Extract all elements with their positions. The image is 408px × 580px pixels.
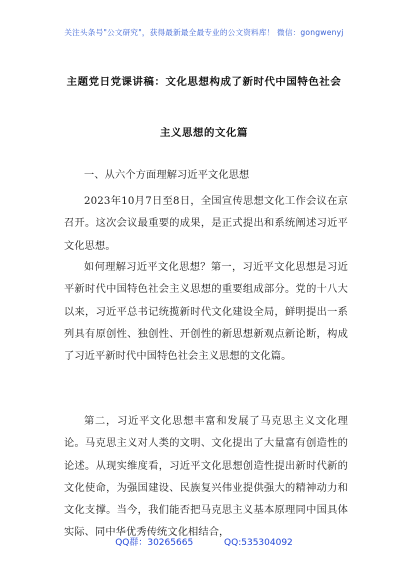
footer-contact	[0, 535, 408, 548]
document-title-line-1: 主题党日党课讲稿：文化思想构成了新时代中国特色社会	[66, 76, 342, 88]
section-heading: 一、从六个方面理解习近平文化思想	[84, 170, 250, 181]
paragraph-2: 如何理解习近平文化思想？第一，习近平文化思想是习近平新时代中国特色社会主义思想的重要组成部分。党的十八大以来，习近平总书记统揽新时代文化建设全局，鲜明提出一系列具有原创性、独创性、开创性的新思想新观点新论断，构成了习近平新时代中国特色社会主义思想的文化篇。	[64, 262, 348, 363]
paragraph-3: 第二，习近平文化思想丰富和发展了马克思主义文化理论。马克思主义对人类的文明、文化提出了大量富有创造性的论述。从现实维度看，习近平文化思想创造性提出新时代新的文化使命，为强国建设、民族复兴伟业提供强大的精神动力和文化支撑。当今，我们能否把马克思主义基本原理同中国具体实际、同中华优秀传统文化相结合，	[64, 416, 348, 539]
footer-qq: QQ:535304092	[224, 538, 293, 548]
document-title-line-2: 主义思想的文化篇	[160, 127, 248, 139]
header-banner: 关注头条号"公文研究"，获得最新最全最专业的公文资料库！ 微信：gongwenyj	[64, 28, 344, 37]
footer-qq-group: QQ群：30265665	[115, 538, 194, 548]
paragraph-1: 2023年10月7日至8日，全国宣传思想文化工作会议在京召开。这次会议最重要的成果，是正式提出和系统阐述习近平文化思想。	[64, 196, 348, 252]
